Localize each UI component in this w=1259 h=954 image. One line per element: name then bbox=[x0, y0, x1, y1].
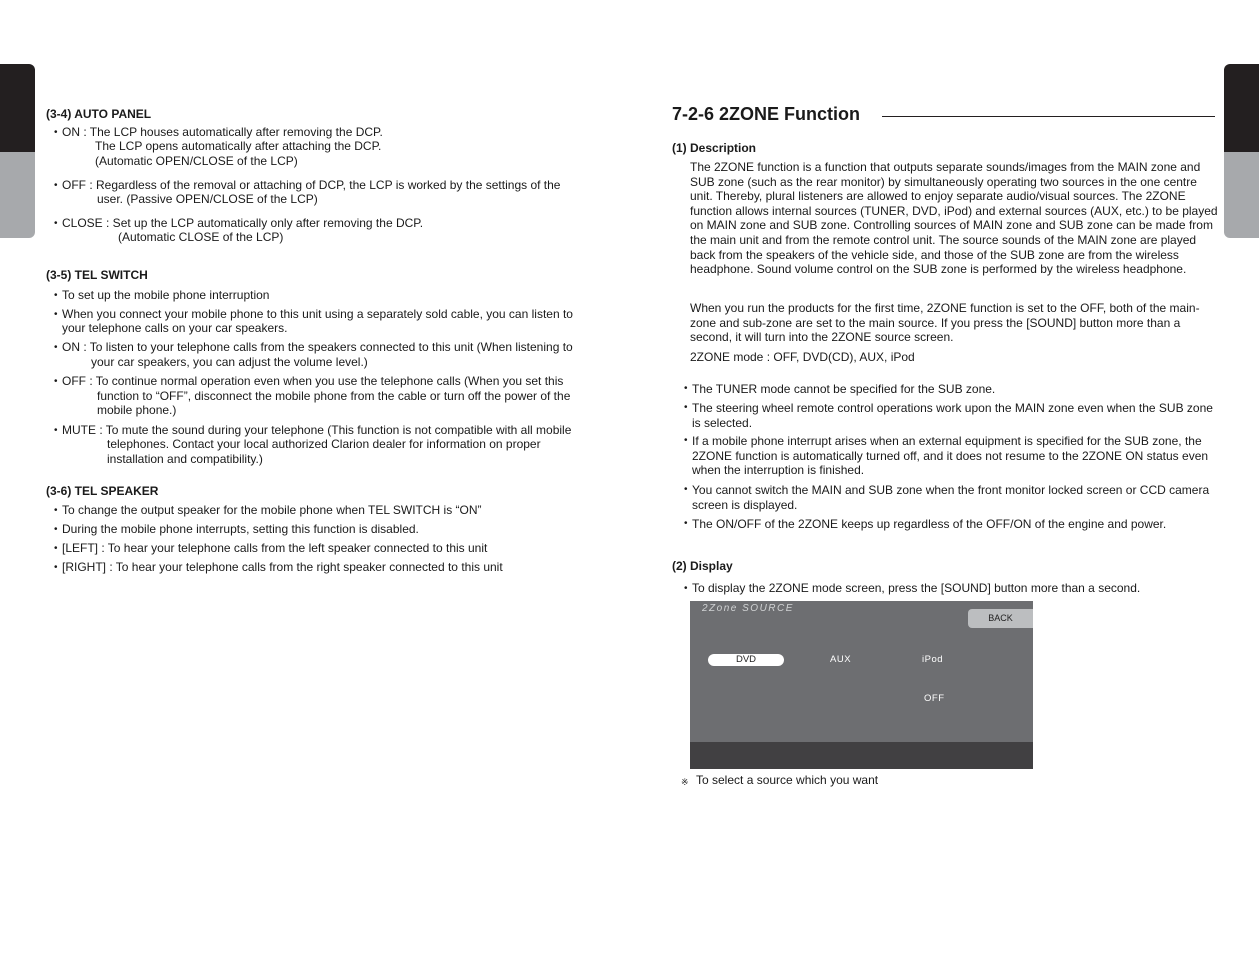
list-item-continuation: your car speakers, you can adjust the volume level.) bbox=[91, 355, 368, 369]
list-item: • You cannot switch the MAIN and SUB zone when the front monitor locked screen or CCD camera screen is displayed. bbox=[692, 483, 1217, 512]
section-heading-description: (1) Description bbox=[672, 141, 757, 155]
description-paragraph: When you run the products for the first time, 2ZONE function is set to the OFF, both of the main-zone and sub-zone are set to the main source. If you press the [SOUND] button more than a second, it will turn into the 2ZONE source screen. bbox=[690, 301, 1200, 345]
source-option-off[interactable]: OFF bbox=[924, 693, 945, 704]
source-option-dvd[interactable]: DVD bbox=[708, 654, 784, 666]
list-item-continuation: (Automatic OPEN/CLOSE of the LCP) bbox=[95, 154, 298, 168]
list-item-continuation: mobile phone.) bbox=[97, 403, 177, 417]
list-item-continuation: The LCP opens automatically after attaching the DCP. bbox=[95, 139, 382, 153]
list-item: • During the mobile phone interrupts, setting this function is disabled. bbox=[62, 522, 419, 537]
back-button[interactable]: BACK bbox=[968, 609, 1033, 628]
list-item-continuation: (Automatic CLOSE of the LCP) bbox=[118, 230, 284, 244]
list-item: • ON : To listen to your telephone calls from the speakers connected to this unit (When listening to bbox=[62, 340, 573, 355]
list-item: • [LEFT] : To hear your telephone calls from the left speaker connected to this unit bbox=[62, 541, 487, 556]
list-item-continuation: your telephone calls on your car speakers. bbox=[62, 321, 288, 335]
list-item: • CLOSE : Set up the LCP automatically only after removing the DCP. bbox=[62, 216, 423, 231]
list-item-continuation: function to “OFF”, disconnect the mobile phone from the cable or turn off the power of the bbox=[97, 389, 571, 403]
screen-title: 2Zone SOURCE bbox=[702, 603, 794, 614]
2zone-source-screen bbox=[690, 601, 1033, 769]
list-item: • ON : The LCP houses automatically after removing the DCP. bbox=[62, 125, 383, 140]
list-item-continuation: user. (Passive OPEN/CLOSE of the LCP) bbox=[97, 192, 318, 206]
list-item: • The TUNER mode cannot be specified for the SUB zone. bbox=[692, 382, 1217, 397]
mode-line: 2ZONE mode : OFF, DVD(CD), AUX, iPod bbox=[690, 350, 915, 364]
section-heading-tel-switch: (3-5) TEL SWITCH bbox=[46, 268, 148, 282]
note-text: To select a source which you want bbox=[696, 773, 879, 787]
title-rule bbox=[882, 116, 1215, 117]
list-item-continuation: installation and compatibility.) bbox=[107, 452, 263, 466]
list-item: • The steering wheel remote control operations work upon the MAIN zone even when the SUB zone is selected. bbox=[692, 401, 1217, 430]
section-heading-auto-panel: (3-4) AUTO PANEL bbox=[46, 107, 152, 121]
page-title: 7-2-6 2ZONE Function bbox=[672, 104, 861, 124]
screen-bottom-bar bbox=[690, 742, 1033, 769]
right-tab-dark bbox=[1224, 64, 1259, 152]
list-item: • OFF : Regardless of the removal or attaching of DCP, the LCP is worked by the settings of the bbox=[62, 178, 560, 193]
note-icon: ※ bbox=[681, 777, 689, 787]
list-item: • When you connect your mobile phone to this unit using a separately sold cable, you can listen to bbox=[62, 307, 573, 322]
list-item: • The ON/OFF of the 2ZONE keeps up regardless of the OFF/ON of the engine and power. bbox=[692, 517, 1217, 532]
description-paragraph: The 2ZONE function is a function that outputs separate sounds/images from the MAIN zone and SUB zone (such as the rear monitor) by simultaneously operating two sources in the one centre unit. Thereby, plural listeners are allowed to enjoy separate audio/visual sources. The 2ZONE function allows internal sources (TUNER, DVD, iPod) and external sources (AUX, etc.) to be played on MAIN zone and SUB zone. Controlling sources of MAIN zone and SUB zone can be made from the main unit and from the remote control unit. The source sounds of the MAIN zone are played back from the speakers of the vehicle side, and those of the SUB zone are from the wireless headphone. Sound volume control on the SUB zone is performed by the wireless headphone. bbox=[690, 160, 1218, 277]
list-item: • OFF : To continue normal operation even when you use the telephone calls (When you set this bbox=[62, 374, 563, 389]
section-heading-display: (2) Display bbox=[672, 559, 733, 573]
list-item-continuation: telephones. Contact your local authorized Clarion dealer for information on proper bbox=[107, 437, 541, 451]
list-item: • To set up the mobile phone interruption bbox=[62, 288, 269, 303]
section-heading-tel-speaker: (3-6) TEL SPEAKER bbox=[46, 484, 159, 498]
left-tab-grey bbox=[0, 152, 35, 238]
list-item: • [RIGHT] : To hear your telephone calls from the right speaker connected to this unit bbox=[62, 560, 503, 575]
left-tab-dark bbox=[0, 64, 35, 152]
list-item: • To display the 2ZONE mode screen, press the [SOUND] button more than a second. bbox=[692, 581, 1140, 596]
list-item: • MUTE : To mute the sound during your telephone (This function is not compatible with all mobile bbox=[62, 423, 571, 438]
list-item: • To change the output speaker for the mobile phone when TEL SWITCH is “ON” bbox=[62, 503, 482, 518]
source-option-ipod[interactable]: iPod bbox=[922, 654, 944, 665]
source-option-aux[interactable]: AUX bbox=[830, 654, 852, 665]
list-item: • If a mobile phone interrupt arises when an external equipment is specified for the SUB zone, the 2ZONE function is automatically turned off, and it does not resume to the 2ZONE ON status even when the interruption is finished. bbox=[692, 434, 1217, 478]
right-tab-grey bbox=[1224, 152, 1259, 238]
